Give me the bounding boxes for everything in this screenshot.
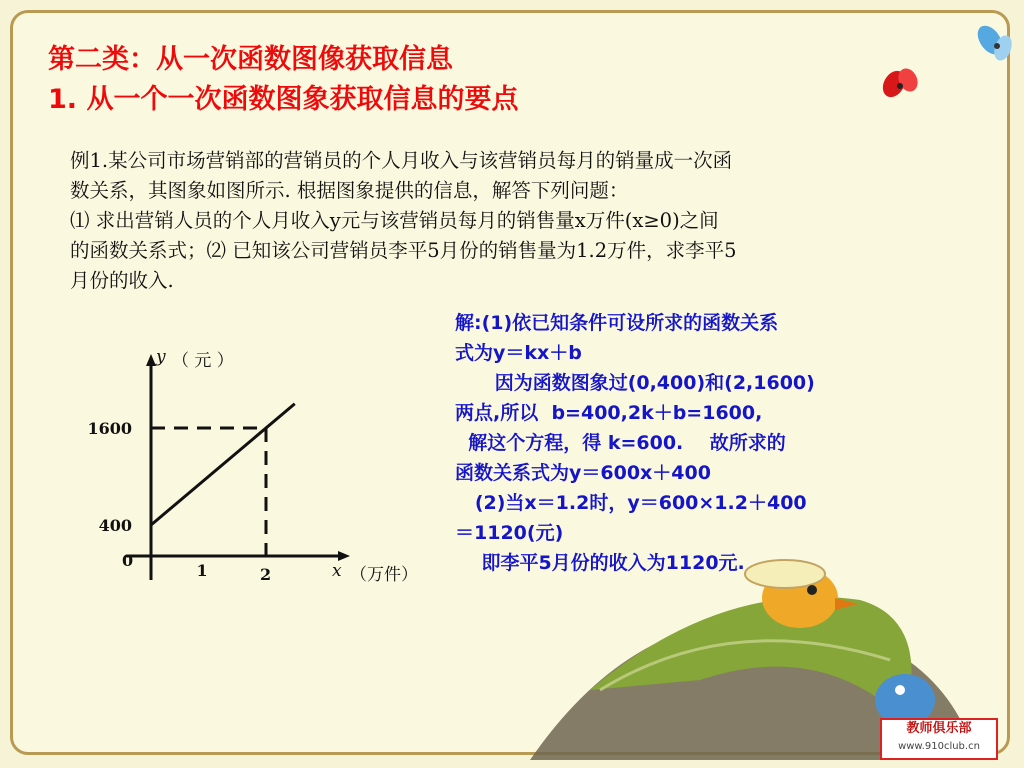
solution-line: 因为函数图象过(0,400)和(2,1600) xyxy=(455,372,815,394)
butterfly-icon xyxy=(878,65,921,101)
x-tick-label: 2 xyxy=(260,565,272,584)
y-axis-arrow xyxy=(146,354,156,366)
problem-line: 数关系，其图象如图所示. 根据图象提供的信息，解答下列问题： xyxy=(70,179,629,202)
solution-line: 解:(1)依已知条件可设所求的函数关系 xyxy=(455,312,779,334)
stamp-title: 教师俱乐部 xyxy=(906,721,972,736)
x-axis-unit: （万件） xyxy=(350,565,418,585)
x-axis-arrow xyxy=(338,551,350,561)
solution-line: 即李平5月份的收入为1120元. xyxy=(455,552,745,574)
y-axis-unit: （ 元 ） xyxy=(172,351,234,371)
solution-line: 两点,所以 b=400,2k＋b=1600, xyxy=(455,402,763,424)
problem-line: ⑴ 求出营销人员的个人月收入y元与该营销员每月的销售量x万件(x≥0)之间 xyxy=(70,209,719,232)
problem-line: 的函数关系式；⑵ 已知该公司营销员李平5月份的销售量为1.2万件，求李平5 xyxy=(70,239,737,262)
solution-line: 函数关系式为y＝600x＋400 xyxy=(455,462,711,484)
x-axis-label: x xyxy=(332,561,342,581)
solution-line: (2)当x＝1.2时，y＝600×1.2＋400 xyxy=(455,492,807,514)
solution-line: 式为y＝kx＋b xyxy=(455,342,582,364)
y-tick-label: 1600 xyxy=(87,419,132,438)
stamp-url: www.910club.cn xyxy=(898,741,980,752)
series-line xyxy=(151,404,295,525)
y-axis-label: y xyxy=(156,347,166,367)
title-line-1: 第二类：从一次函数图像获取信息 xyxy=(48,44,453,75)
title-line-2: 1. 从一个一次函数图象获取信息的要点 xyxy=(48,84,519,115)
problem-line: 月份的收入. xyxy=(70,269,174,292)
origin-label: 0 xyxy=(122,551,134,570)
solution-line: ＝1120(元) xyxy=(455,522,564,544)
y-tick-label: 400 xyxy=(98,516,132,535)
solution-line: 解这个方程，得 k=600. 故所求的 xyxy=(455,432,786,454)
x-tick-label: 1 xyxy=(196,561,208,580)
problem-line: 例1.某公司市场营销部的营销员的个人月收入与该营销员每月的销量成一次函 xyxy=(70,149,733,172)
club-logo-stamp xyxy=(880,718,998,760)
butterfly-icon xyxy=(973,21,1015,63)
